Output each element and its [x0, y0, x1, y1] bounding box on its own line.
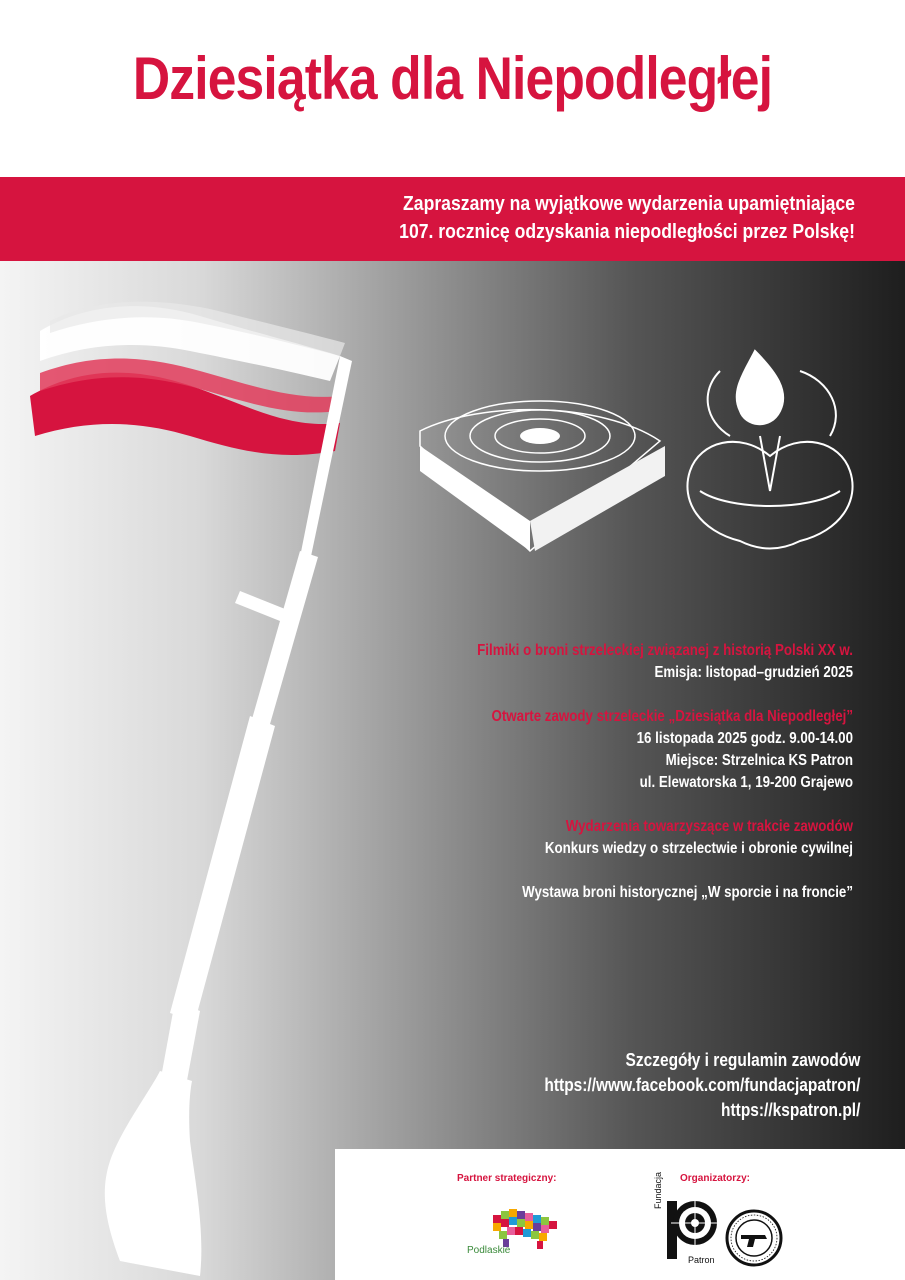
- side-event-exhibition: Wystawa broni historycznej „W sporcie i na froncie”: [522, 884, 853, 901]
- website-link[interactable]: https://kspatron.pl/: [720, 1100, 860, 1120]
- invitation-banner: [0, 177, 905, 261]
- details-section: [493, 1048, 860, 1123]
- invitation-text: [399, 190, 855, 246]
- contest-date: 16 listopada 2025 godz. 9.00-14.00: [636, 730, 853, 747]
- polish-flag-icon: [30, 302, 345, 455]
- patron-label: Patron: [688, 1255, 715, 1265]
- events-section: [293, 640, 853, 904]
- details-heading: Szczegóły i regulamin zawodów: [625, 1050, 860, 1070]
- contest-place: Miejsce: Strzelnica KS Patron: [665, 752, 853, 769]
- polish-eagle-emblem-icon: [687, 351, 852, 549]
- contest-address: ul. Elewatorska 1, 19-200 Grajewo: [639, 774, 853, 791]
- podlaskie-label: Podlaskie: [467, 1245, 511, 1256]
- films-heading: Filmiki o broni strzeleckiej związanej z historią Polski XX w.: [477, 642, 853, 659]
- organizers-label: Organizatorzy:: [680, 1173, 751, 1184]
- shooting-target-icon: [420, 401, 665, 551]
- facebook-link[interactable]: https://www.facebook.com/fundacjapatron/: [544, 1075, 860, 1095]
- invitation-line-2: 107. rocznicę odzyskania niepodległości przez Polskę!: [399, 221, 855, 243]
- invitation-line-1: Zapraszamy na wyjątkowe wydarzenia upamiętniające: [403, 193, 855, 215]
- films-emission: Emisja: listopad–grudzień 2025: [654, 664, 853, 681]
- fundacja-label: Fundacja: [653, 1171, 663, 1209]
- side-events-heading: Wydarzenia towarzyszące w trakcie zawodów: [565, 818, 853, 835]
- side-event-quiz: Konkurs wiedzy o strzelectwie i obronie cywilnej: [544, 840, 853, 857]
- shooting-club-seal-icon: [725, 1209, 783, 1267]
- poster-title: Dziesiątka dla Niepodległej: [132, 45, 773, 112]
- partner-label: Partner strategiczny:: [457, 1173, 557, 1184]
- contest-heading: Otwarte zawody strzeleckie „Dziesiątka dla Niepodległej”: [491, 708, 853, 725]
- footer-partners: [335, 1149, 905, 1280]
